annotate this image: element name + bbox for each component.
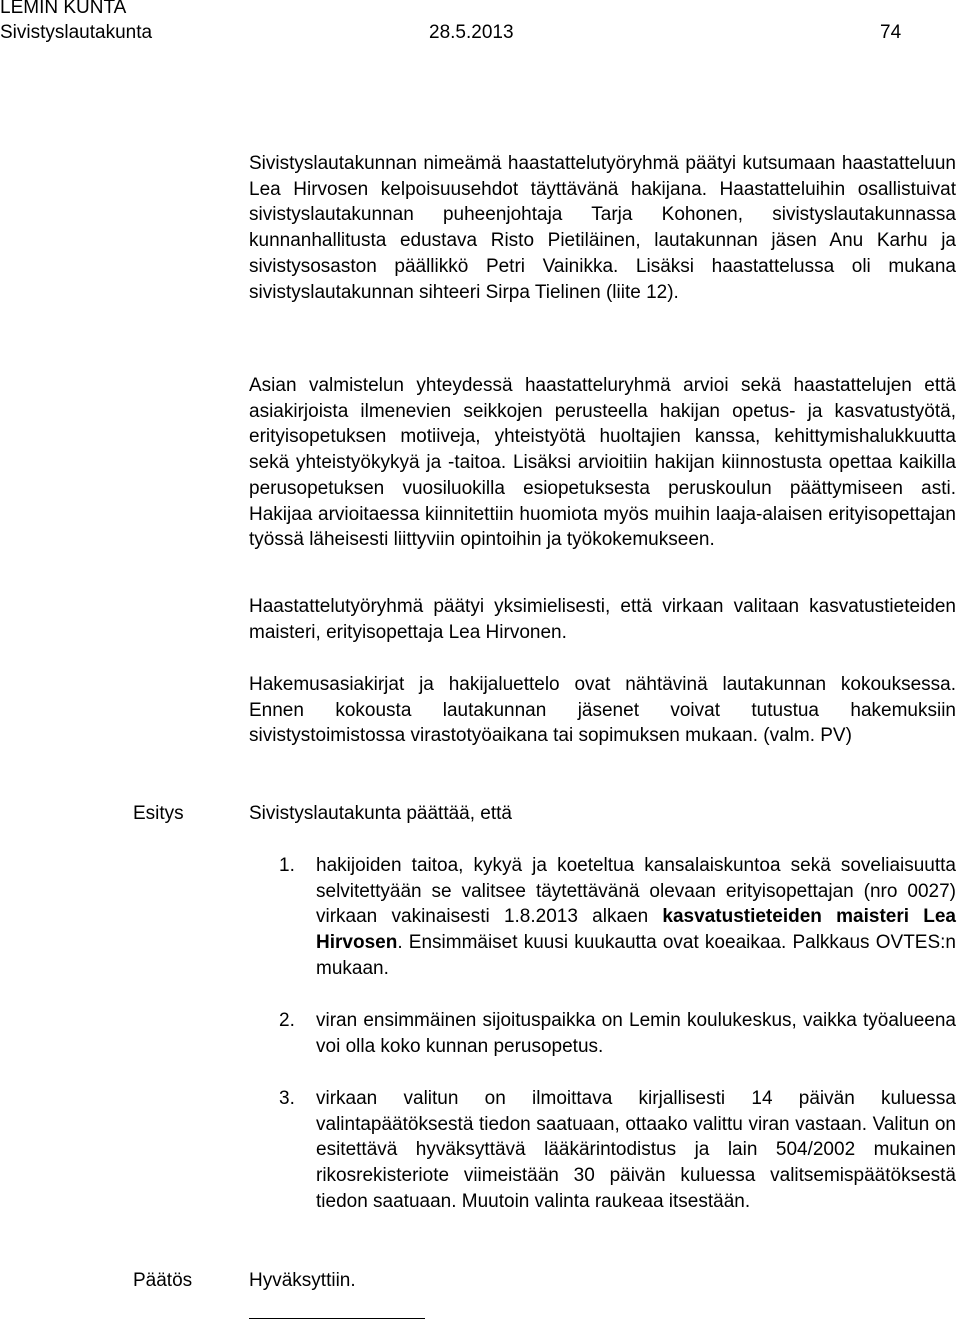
signature-divider [249,1318,425,1319]
item-text-part: hakijoiden taitoa, kykyä ja koeteltua kansalaiskuntoa sekä soveliaisuutta selvitettyään se valitsee täytettävänä olevaan erityisopettajan (nro 0027) virkaan vakinaisesti 1.8.2013 alkaen [316,855,956,928]
meeting-date: 28.5.2013 [429,22,514,43]
committee-name: Sivistyslautakunta [0,22,153,43]
paragraph-text: Haastattelutyöryhmä päätyi yksimielisesti, että virkaan valitaan kasvatustieteiden maisteri, erityisopettaja Lea Hirvonen. [249,596,956,643]
item-text: viran ensimmäinen sijoituspaikka on Lemin koulukeskus, vaikka työalueena voi olla koko kunnan perusopetus. [316,1010,956,1057]
item-text-part: . Ensimmäiset kuusi kuukautta ovat koeaikaa. Palkkaus OVTES:n mukaan. [316,932,956,979]
paragraph-text: Asian valmistelun yhteydessä haastatteluryhmä arvioi sekä haastattelujen että asiakirjoista ilmenevien seikkojen perusteella hakijan opetus- ja kasvatustyötä, erityisopetuksen motiiveja, yhteistyötä huoltajien kanssa, kehittymishalukkuutta sekä yhteistyökykyä ja -taitoa. Lisäksi arvioitiin hakijan kiinnostusta opettaa kaikilla perusopetuksen vuosiluokilla esiopetuksesta peruskoulun päättymiseen asti. Hakijaa arvioitaessa kiinnitettiin huomiota myös muihin laaja-alaisen erityisopettajan työssä läheisesti liittyviin opintoihin ja työkokemukseen. [249,375,956,551]
appointee-name: kasvatustieteiden maisteri Lea Hirvosen [316,906,956,954]
paragraph-interview [249,151,956,305]
decision-label: Päätös [133,1270,193,1291]
item-number: 2. [279,1010,295,1031]
paragraph-documents [249,672,956,749]
item-number: 3. [279,1088,295,1109]
paragraph-selection [249,594,956,645]
item-number: 1. [279,855,295,876]
item-text [316,853,956,982]
page-number: 74 [880,22,902,43]
item-text: virkaan valitun on ilmoittava kirjallisesti 14 päivän kuluessa valintapäätöksestä tiedon saatuaan, ottaako valittu viran vastaan. Valitun on esitettävä hyväksyttävä lääkärintodistus ja lain 504/2002 mukainen rikosrekisteriote viimeistään 30 päivän kuluessa valitsemispäätöksestä tiedon saatuaan. Muutoin valinta raukeaa itsestään. [316,1088,956,1212]
municipality-name: LEMIN KUNTA [0,0,127,18]
decision-text: Hyväksyttiin. [249,1270,356,1291]
proposal-label: Esitys [133,803,184,824]
proposal-intro: Sivistyslautakunta päättää, että [249,803,512,824]
paragraph-evaluation [249,373,956,553]
paragraph-text: Hakemusasiakirjat ja hakijaluettelo ovat nähtävinä lautakunnan kokouksessa. Ennen kokousta lautakunnan jäsenet voivat tutustua hakemuksiin sivistystoimistossa virastotyöaikana tai sopimuksen mukaan. (valm. PV) [249,674,956,747]
paragraph-text: Sivistyslautakunnan nimeämä haastattelutyöryhmä päätyi kutsumaan haastatteluun Lea Hirvosen kelpoisuusehdot täyttävänä hakijana. Haastatteluihin osallistuivat sivistyslautakunnan puheenjohtaja Tarja Kohonen, sivistyslautakunnassa kunnanhallitusta edustava Risto Pietiläinen, lautakunnan jäsen Anu Karhu ja sivistysosaston päällikkö Petri Vainikka. Lisäksi haastattelussa oli mukana sivistyslautakunnan sihteeri Sirpa Tielinen (liite 12). [249,153,956,303]
